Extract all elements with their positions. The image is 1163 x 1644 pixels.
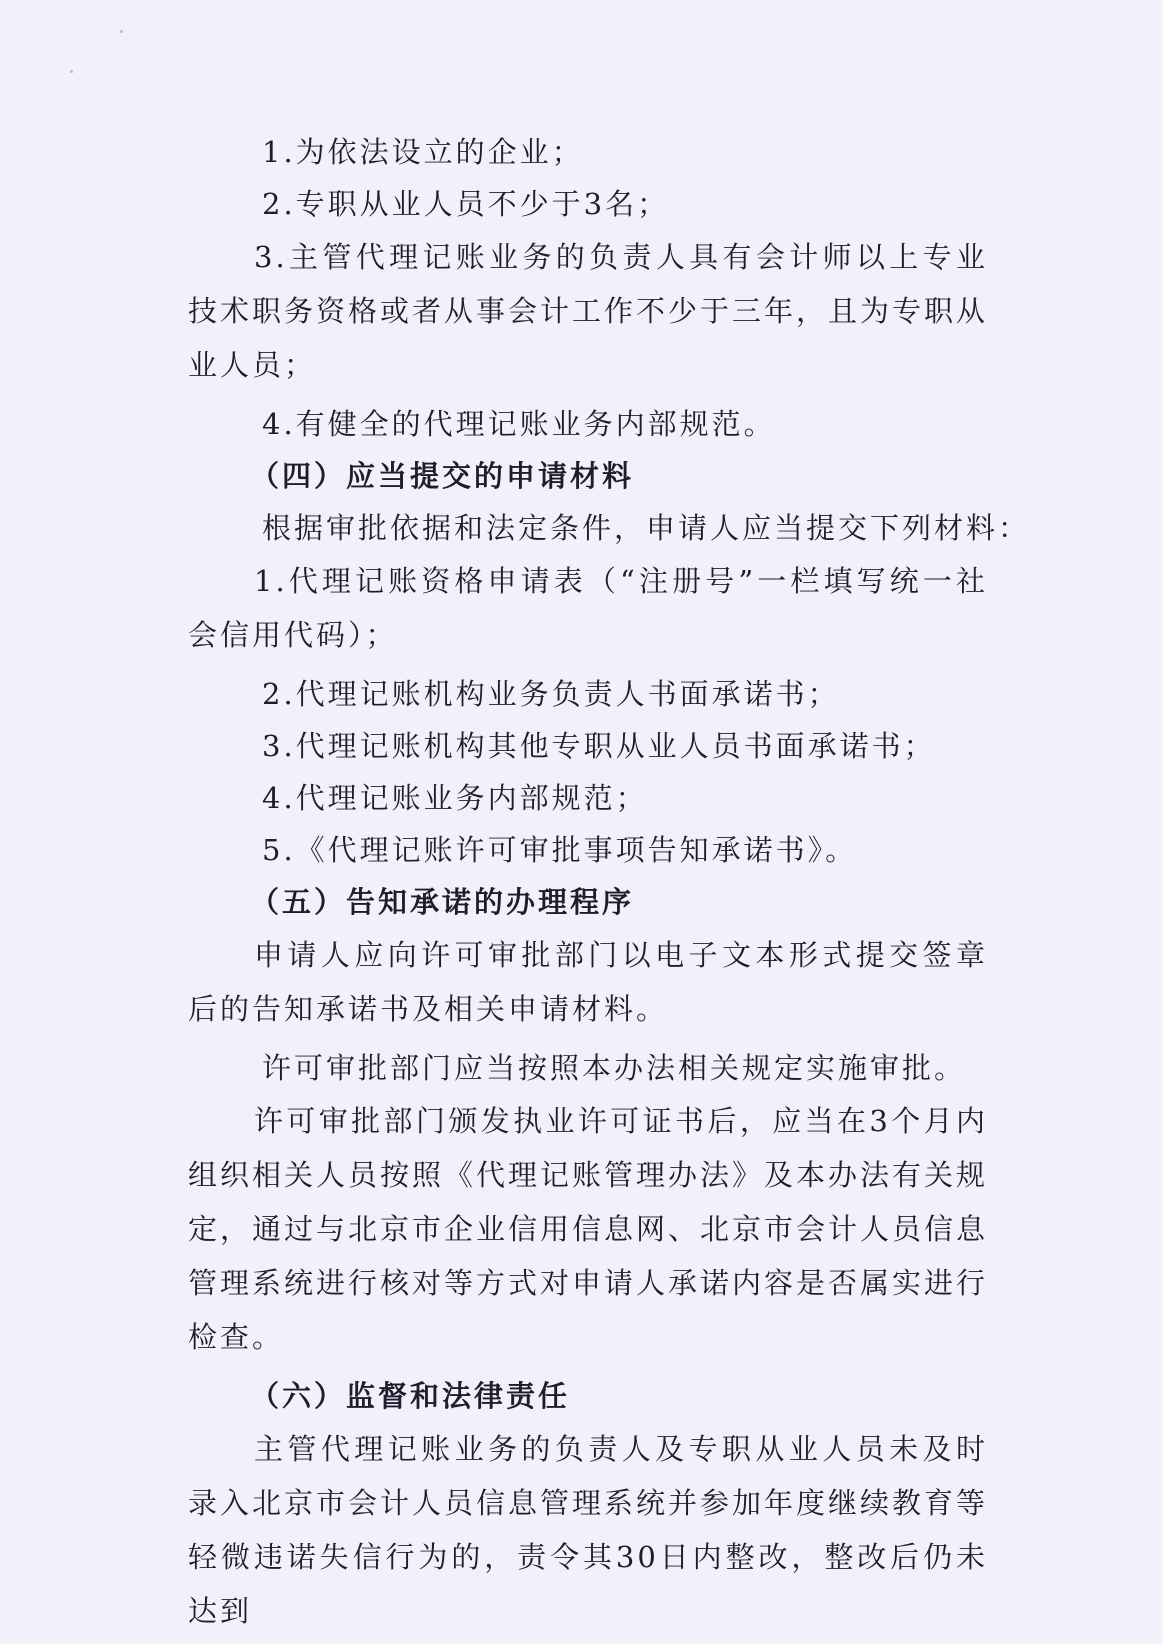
paragraph: 申请人应向许可审批部门以电子文本形式提交签章后的告知承诺书及相关申请材料。 bbox=[188, 938, 988, 1026]
condition-item: 3.主管代理记账业务的负责人具有会计师以上专业技术职务资格或者从事会计工作不少于三年，且为专职从业人员； bbox=[188, 240, 989, 382]
material-item: 2.代理记账机构业务负责人书面承诺书； bbox=[262, 677, 840, 711]
condition-item: 1.为依法设立的企业； bbox=[262, 135, 584, 169]
paragraph: 许可审批部门颁发执业许可证书后，应当在3个月内组织相关人员按照《代理记账管理办法》及本办法有关规定，通过与北京市企业信用信息网、北京市会计人员信息管理系统进行核对等方式对申请人承诺内容是否属实进行检查。 bbox=[188, 1104, 989, 1354]
paragraph: 根据审批依据和法定条件，申请人应当提交下列材料： bbox=[262, 511, 1031, 545]
section-heading: （六）监督和法律责任 bbox=[250, 1379, 571, 1413]
material-item: 3.代理记账机构其他专职从业人员书面承诺书； bbox=[262, 729, 936, 763]
condition-item: 2.专职从业人员不少于3名； bbox=[262, 187, 670, 221]
material-item: 1.代理记账资格申请表（“注册号”一栏填写统一社会信用代码）； bbox=[188, 564, 988, 652]
paragraph: 主管代理记账业务的负责人及专职从业人员未及时录入北京市会计人员信息管理系统并参加年度继续教育等轻微违诺失信行为的，责令其30日内整改，整改后仍未达到 bbox=[188, 1432, 989, 1628]
scan-speck bbox=[120, 30, 123, 33]
section-heading: （四）应当提交的申请材料 bbox=[250, 459, 635, 493]
document-body bbox=[188, 126, 1031, 1644]
material-item: 4.代理记账业务内部规范； bbox=[262, 781, 648, 815]
material-item: 5.《代理记账许可审批事项告知承诺书》。 bbox=[262, 833, 858, 867]
scan-speck bbox=[70, 70, 73, 73]
paragraph: 许可审批部门应当按照本办法相关规定实施审批。 bbox=[262, 1051, 967, 1085]
condition-item: 4.有健全的代理记账业务内部规范。 bbox=[262, 407, 776, 441]
section-heading: （五）告知承诺的办理程序 bbox=[250, 885, 635, 919]
